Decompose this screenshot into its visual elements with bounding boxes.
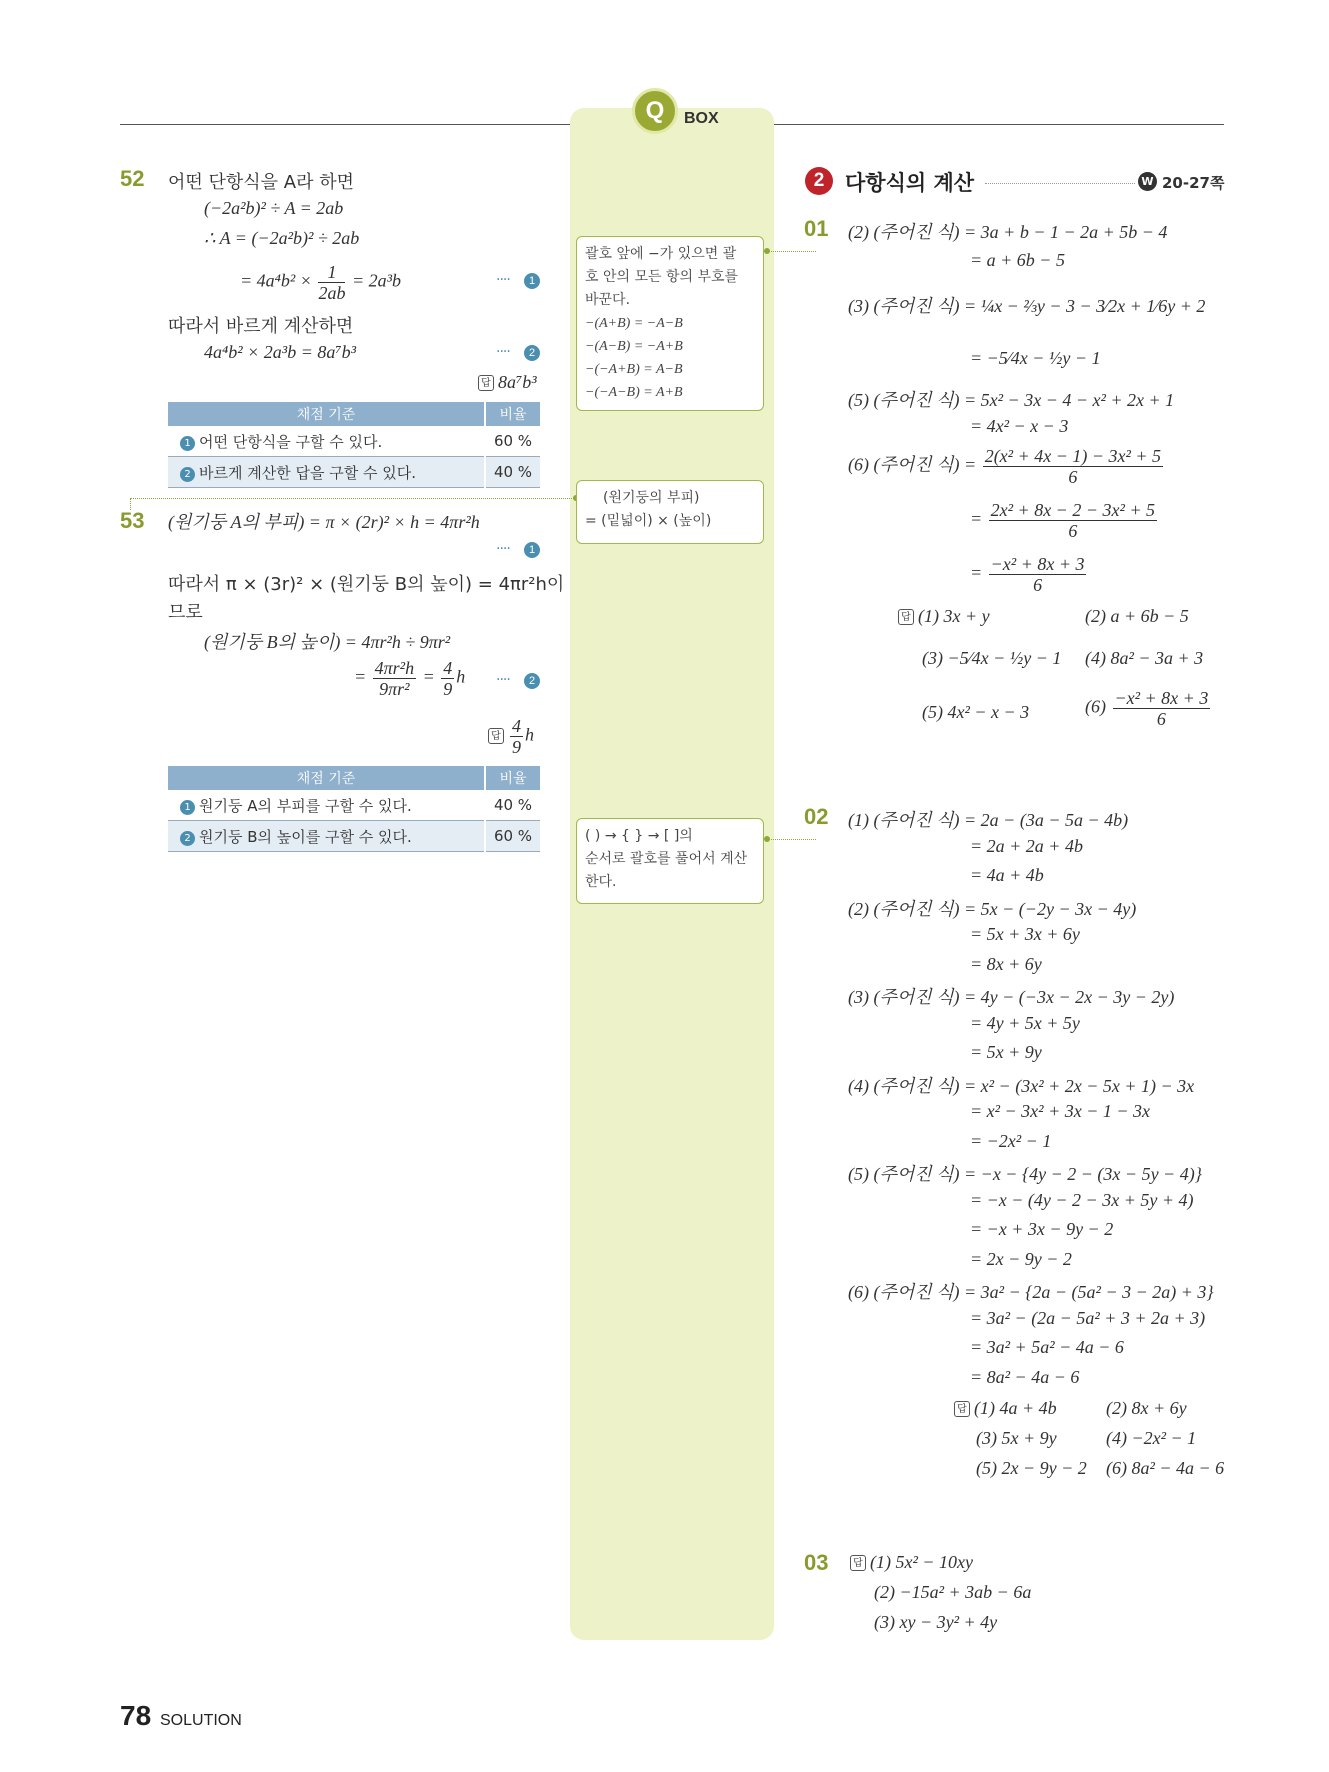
q01-answer-6: (6) $\frac{\text{−x² + 8x + 3}}{6}$: [1085, 688, 1209, 729]
q01-answer-2: (2) a + 6b − 5: [1085, 606, 1189, 626]
qbox-note-bracket-order: ( ) → { } → [ ]의 순서로 괄호를 풀어서 계산 한다.: [576, 818, 764, 904]
p53-fraction-1: $\frac{\text{4πr²h}}{\text{9πr²}}$: [374, 658, 415, 699]
q03-answer-3: (3) xy − 3y² + 4y: [874, 1612, 998, 1632]
q02-line: = 8a² − 4a − 6: [970, 1366, 1080, 1387]
ratio-header: 비율: [485, 766, 540, 790]
p52-frac-den: 2ab: [318, 283, 346, 303]
qbox-note-sign-change: 괄호 앞에 −가 있으면 괄 호 안의 모든 항의 부호를 바꾼다. −(A+B) = −A−B −(A−B) = −A+B −(−A+B) = A−B −(−A−B) = A+B: [576, 236, 764, 411]
p53-line4: (원기둥 B의 높이) = 4πr²h ÷ 9πr²: [204, 632, 451, 652]
p52-answer: [478, 372, 537, 393]
p52-line3: [240, 262, 401, 303]
q02-line: = 8x + 6y: [970, 953, 1042, 974]
p53-line2: 따라서 π × (3r)² × (원기둥 B의 높이) = 4πr²h이: [168, 574, 565, 595]
q02-line: (3) (주어진 식) = 4y − (−3x − 2x − 3y − 2y): [848, 987, 1175, 1007]
q01-p6-step2: = $\frac{\text{2x² + 8x − 2 − 3x² + 5}}{6}$: [970, 500, 1156, 541]
leader-dots: [768, 251, 816, 252]
q01-answer-1: 답 (1) 3x + y: [898, 606, 990, 627]
workbook-icon: W: [1138, 172, 1157, 191]
q02-answer-4: (4) −2x² − 1: [1106, 1428, 1197, 1448]
p53-line1: (원기둥 A의 부피) = π × (2r)² × h = 4πr²h: [168, 512, 480, 532]
criteria-text: 원기둥 B의 높이를 구할 수 있다.: [199, 827, 412, 846]
problem-52-number: 52: [120, 166, 145, 191]
criteria-text: 원기둥 A의 부피를 구할 수 있다.: [199, 796, 412, 815]
marker-2-icon: 2: [524, 673, 540, 689]
ratio-header: 비율: [485, 402, 540, 426]
q01-p3: (3) (주어진 식) = ¼x − ⅔y − 3 − 3⁄2x + 1⁄6y + 2: [848, 296, 1206, 316]
section-number-badge: 2: [805, 167, 833, 195]
top-rule-left: [120, 124, 570, 125]
p52-answer-value: 8a⁷b³: [498, 372, 537, 392]
q02-line: = 4a + 4b: [970, 865, 1044, 885]
leader-dots: [768, 839, 816, 840]
p52-fraction: [318, 262, 345, 303]
q02-answer-2: (2) 8x + 6y: [1106, 1398, 1187, 1418]
q03-answer-2: (2) −15a² + 3ab − 6a: [874, 1582, 1032, 1602]
q02-answer-3: (3) 5x + 9y: [976, 1428, 1057, 1448]
q02-line: (6) (주어진 식) = 3a² − {2a − (5a² − 3 − 2a) + 3}: [848, 1282, 1214, 1302]
criteria-header: 채점 기준: [168, 766, 485, 790]
p52-intro: 어떤 단항식을 A라 하면: [168, 172, 354, 193]
dots-arrow-icon: ····: [496, 344, 510, 360]
p53-answer: 답 $\frac{4}{9}$ h: [488, 716, 534, 757]
q02-line: = 2x − 9y − 2: [970, 1248, 1072, 1269]
p52-line4: 따라서 바르게 계산하면: [168, 316, 354, 337]
q03-number: 03: [804, 1550, 829, 1575]
p52-line3-right: = 2a³b: [351, 270, 401, 291]
table-row: [168, 426, 540, 457]
q02-line: (5) (주어진 식) = −x − {4y − 2 − (3x − 5y − 4)}: [848, 1164, 1202, 1184]
qbox-q-icon: Q: [632, 88, 678, 134]
q02-line: (2) (주어진 식) = 5x − (−2y − 3x − 4y): [848, 898, 1137, 919]
dots-arrow-icon: ····: [496, 541, 510, 557]
table-header: [168, 766, 540, 790]
marker-1-icon: 1: [180, 800, 195, 815]
p53-criteria-table: [168, 766, 540, 852]
q01-p6-step3: = $\frac{\text{−x² + 8x + 3}}{6}$: [970, 554, 1085, 595]
table-row: [168, 790, 540, 821]
criteria-header: 채점 기준: [168, 402, 485, 426]
ratio-cell: 40 %: [485, 790, 540, 821]
table-row: [168, 821, 540, 852]
marker-1-icon: 1: [524, 273, 540, 289]
q01-number: 01: [804, 216, 829, 241]
section-pages: 20-27쪽: [1162, 174, 1225, 192]
p53-line3: 므로: [168, 602, 203, 623]
q02-line: = −2x² − 1: [970, 1130, 1052, 1151]
q02-answer-6: (6) 8a² − 4a − 6: [1106, 1458, 1225, 1478]
p52-line1: (−2a²b)² ÷ A = 2ab: [204, 198, 344, 218]
p52-line3-left: = 4a⁴b² ×: [240, 270, 312, 291]
dots-arrow-icon: ····: [496, 272, 510, 288]
criteria-text: 어떤 단항식을 구할 수 있다.: [199, 432, 383, 451]
q01-p5: (5) (주어진 식) = 5x² − 3x − 4 − x² + 2x + 1: [848, 390, 1175, 410]
book-label: SOLUTION: [160, 1712, 242, 1729]
q02-number: 02: [804, 804, 829, 829]
q01-p6: (6) (주어진 식) = $\frac{\text{2(x² + 4x − 1) − 3x² + 5}}{6}$: [848, 446, 1162, 487]
q01-p5: = 4x² − x − 3: [970, 416, 1069, 436]
q01-answer-5: (5) 4x² − x − 3: [922, 702, 1030, 722]
table-header: [168, 402, 540, 426]
q01-answer-3: (3) −5⁄4x − ½y − 1: [922, 648, 1062, 668]
q02-line: = 2a + 2a + 4b: [970, 835, 1083, 856]
q02-line: = 5x + 9y: [970, 1042, 1042, 1062]
q02-line: (1) (주어진 식) = 2a − (3a − 5a − 4b): [848, 810, 1129, 830]
ratio-cell: 40 %: [485, 457, 540, 488]
answer-icon: 답: [850, 1555, 866, 1571]
marker-2-icon: 2: [180, 831, 195, 846]
answer-icon: 답: [478, 375, 494, 391]
ratio-cell: 60 %: [485, 426, 540, 457]
qbox-note-cylinder-volume: (원기둥의 부피) = (밑넓이) × (높이): [576, 480, 764, 544]
page-number: 78: [120, 1700, 152, 1731]
marker-1-icon: 1: [180, 436, 195, 451]
q02-line: = 4y + 5x + 5y: [970, 1012, 1080, 1033]
answer-icon: 답: [898, 609, 914, 625]
q01-line: (2) (주어진 식) = 3a + b − 1 − 2a + 5b − 4: [848, 222, 1168, 242]
p52-line2: ∴ A = (−2a²b)² ÷ 2ab: [204, 228, 360, 248]
criteria-text: 바르게 계산한 답을 구할 수 있다.: [199, 463, 416, 482]
q02-line: = 3a² − (2a − 5a² + 3 + 2a + 3): [970, 1307, 1206, 1328]
p52-line5: 4a⁴b² × 2a³b = 8a⁷b³: [204, 342, 356, 362]
p52-criteria-table: [168, 402, 540, 488]
marker-1-icon: 1: [524, 542, 540, 558]
section-title: 다항식의 계산: [845, 171, 975, 195]
ratio-cell: 60 %: [485, 821, 540, 852]
leader-dots: [130, 498, 574, 499]
q01-answer-4: (4) 8a² − 3a + 3: [1085, 648, 1204, 668]
q02-answer-1: 답 (1) 4a + 4b: [954, 1398, 1057, 1419]
top-rule-right: [774, 124, 1224, 125]
q02-line: = x² − 3x² + 3x − 1 − 3x: [970, 1101, 1150, 1121]
q02-line: = 5x + 3x + 6y: [970, 924, 1080, 944]
p53-fraction-2: $\frac{4}{9}$: [443, 658, 453, 699]
q02-line: = −x − (4y − 2 − 3x + 5y + 4): [970, 1189, 1194, 1210]
qbox-label: BOX: [684, 110, 719, 127]
answer-icon: 답: [954, 1401, 970, 1417]
section-leader-dots: [985, 183, 1135, 184]
q02-line: = −x + 3x − 9y − 2: [970, 1219, 1114, 1239]
dots-arrow-icon: ····: [496, 672, 510, 688]
q02-answer-5: (5) 2x − 9y − 2: [976, 1458, 1087, 1478]
q02-line: = 3a² + 5a² − 4a − 6: [970, 1337, 1124, 1357]
problem-53-number: 53: [120, 508, 145, 533]
marker-2-icon: 2: [524, 345, 540, 361]
p53-line5: = $\frac{\text{4πr²h}}{\text{9πr²}}$ = $\frac{4}{9}$ h: [354, 658, 466, 699]
answer-icon: 답: [488, 728, 504, 744]
q03-answer-1: 답 (1) 5x² − 10xy: [850, 1552, 973, 1573]
marker-2-icon: 2: [180, 467, 195, 482]
q02-line: (4) (주어진 식) = x² − (3x² + 2x − 5x + 1) − 3x: [848, 1075, 1195, 1096]
table-row: [168, 457, 540, 488]
p52-frac-num: 1: [318, 262, 345, 283]
q01-line: = a + 6b − 5: [970, 250, 1065, 270]
q01-p3-result: = −5⁄4x − ½y − 1: [970, 348, 1101, 368]
